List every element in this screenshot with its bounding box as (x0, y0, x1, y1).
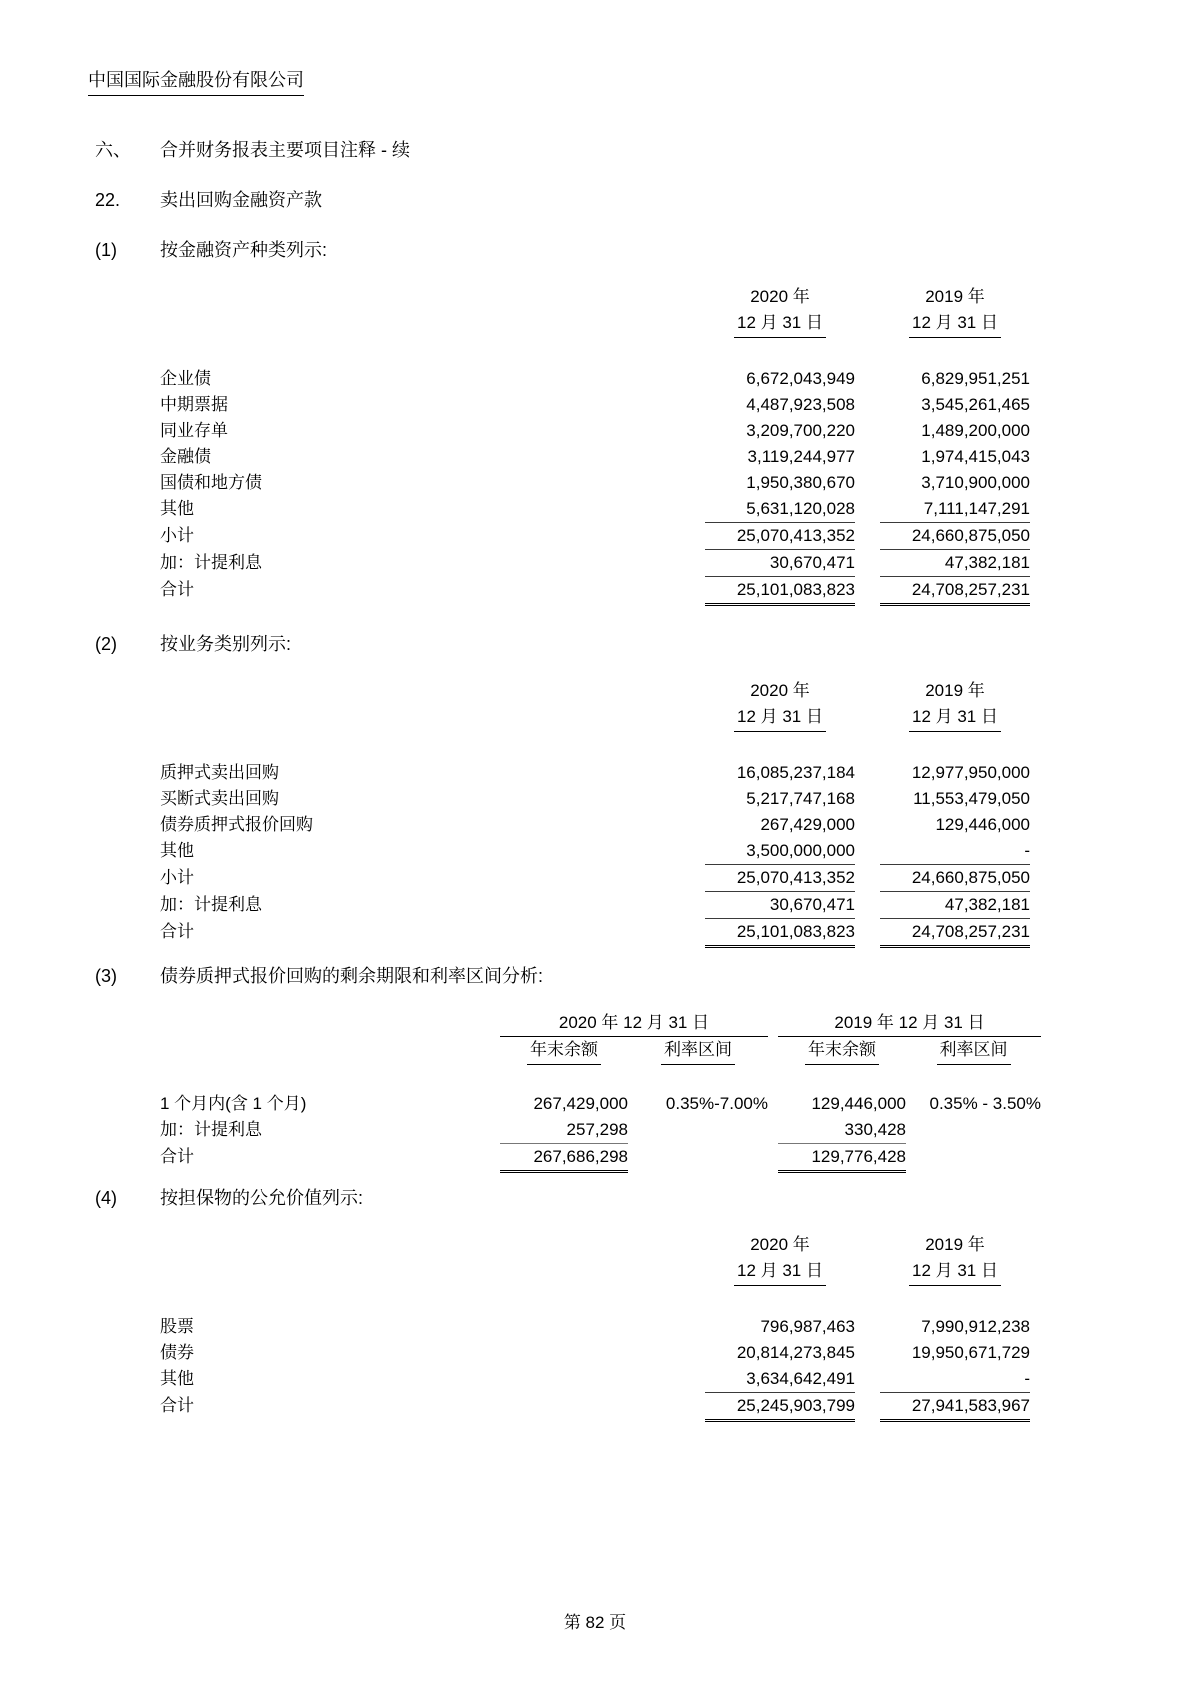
table-row-total (160, 1393, 1040, 1422)
amount-2019: 129,446,000 (935, 815, 1030, 834)
table-row-total (160, 919, 1040, 948)
table-row (160, 1091, 1046, 1117)
table-column-headers (160, 1232, 1040, 1286)
group-header-2019: 2019 年 12 月 31 日 (778, 1010, 1041, 1037)
note-heading (95, 190, 322, 210)
balance-2019: 330,428 (778, 1117, 906, 1144)
amount-2020: 30,670,471 (705, 550, 855, 577)
row-label: 其他 (160, 841, 194, 860)
rate-2019 (906, 1117, 1041, 1144)
amount-2020: 25,245,903,799 (705, 1393, 855, 1422)
amount-2019: 19,950,671,729 (911, 1343, 1030, 1362)
balance-2020: 257,298 (500, 1117, 628, 1144)
row-label: 合计 (160, 1396, 194, 1415)
amount-2020: 25,070,413,352 (705, 865, 855, 892)
amount-2019: 3,545,261,465 (921, 395, 1030, 414)
amount-2019: 12,977,950,000 (911, 763, 1030, 782)
amount-2019: 27,941,583,967 (880, 1393, 1030, 1422)
amount-2020: 796,987,463 (760, 1317, 855, 1336)
group-header-2020: 2020 年 12 月 31 日 (500, 1010, 768, 1037)
amount-2019: - (880, 1366, 1030, 1393)
column-header-2019: 2019 年 12 月 31 日 (880, 284, 1030, 338)
sub1-title: 按金融资产种类列示: (160, 240, 328, 260)
company-name: 中国国际金融股份有限公司 (88, 66, 304, 96)
amount-2020: 3,634,642,491 (705, 1366, 855, 1393)
amount-2020: 1,950,380,670 (746, 473, 855, 492)
row-label: 债券 (160, 1343, 194, 1362)
amount-2020: 16,085,237,184 (736, 763, 855, 782)
rate-2019: 0.35% - 3.50% (929, 1094, 1041, 1113)
column-header-2019: 2019 年 12 月 31 日 (880, 678, 1030, 732)
table-row-subtotal (160, 865, 1040, 892)
section-number: 六、 (95, 140, 131, 160)
amount-2020: 25,101,083,823 (705, 577, 855, 606)
row-label: 1 个月内(含 1 个月) (160, 1094, 307, 1113)
column-header-rate-2019: 利率区间 (906, 1037, 1041, 1065)
row-label: 小计 (160, 526, 194, 545)
row-label: 债券质押式报价回购 (160, 815, 313, 834)
column-header-balance-2020: 年末余额 (500, 1037, 628, 1065)
sub3-title: 债券质押式报价回购的剩余期限和利率区间分析: (160, 966, 543, 986)
sub3-number: (3) (95, 966, 117, 986)
sub4-number: (4) (95, 1188, 117, 1208)
row-label: 加：计提利息 (160, 895, 262, 914)
column-header-rate-2020: 利率区间 (628, 1037, 768, 1065)
note-number: 22. (95, 190, 121, 210)
rate-2020 (628, 1144, 768, 1173)
section-heading (95, 140, 410, 160)
amount-2019: - (880, 838, 1030, 865)
column-header-2019: 2019 年 12 月 31 日 (880, 1232, 1030, 1286)
sub1-number: (1) (95, 240, 117, 260)
amount-2019: 47,382,181 (880, 550, 1030, 577)
sub4-title: 按担保物的公允价值列示: (160, 1188, 363, 1208)
column-header-2020: 2020 年 12 月 31 日 (705, 284, 855, 338)
amount-2019: 7,111,147,291 (880, 496, 1030, 523)
sub3-heading (95, 966, 543, 986)
table-maturity-rate (160, 1010, 1046, 1173)
amount-2019: 24,660,875,050 (880, 523, 1030, 550)
amount-2020: 30,670,471 (705, 892, 855, 919)
sub4-heading (95, 1188, 363, 1208)
table-row (160, 418, 1040, 444)
table-row (160, 1366, 1040, 1393)
table-row-total (160, 577, 1040, 606)
amount-2020: 3,209,700,220 (746, 421, 855, 440)
row-label: 同业存单 (160, 421, 228, 440)
row-label: 加：计提利息 (160, 553, 262, 572)
row-label: 加：计提利息 (160, 1120, 262, 1139)
balance-2020: 267,429,000 (533, 1094, 628, 1113)
balance-2020: 267,686,298 (500, 1144, 628, 1173)
table-row (160, 496, 1040, 523)
row-label: 小计 (160, 868, 194, 887)
sub2-heading (95, 634, 291, 654)
table-by-asset-type (160, 284, 1040, 606)
table-row (160, 812, 1040, 838)
amount-2020: 4,487,923,508 (746, 395, 855, 414)
table-by-collateral (160, 1232, 1040, 1422)
row-label: 合计 (160, 922, 194, 941)
table-row-interest (160, 892, 1040, 919)
row-label: 国债和地方债 (160, 473, 262, 492)
amount-2020: 6,672,043,949 (746, 369, 855, 388)
amount-2020: 5,631,120,028 (705, 496, 855, 523)
table-row (160, 470, 1040, 496)
row-label: 合计 (160, 580, 194, 599)
amount-2020: 267,429,000 (760, 815, 855, 834)
amount-2020: 5,217,747,168 (746, 789, 855, 808)
table-row (160, 1314, 1040, 1340)
column-header-2020: 2020 年 12 月 31 日 (705, 678, 855, 732)
rate-2019 (906, 1144, 1041, 1173)
table-row (160, 1340, 1040, 1366)
column-header-balance-2019: 年末余额 (778, 1037, 906, 1065)
sub2-title: 按业务类别列示: (160, 634, 292, 654)
amount-2020: 20,814,273,845 (736, 1343, 855, 1362)
amount-2019: 24,708,257,231 (880, 577, 1030, 606)
table-group-headers (160, 1010, 1046, 1037)
amount-2019: 47,382,181 (880, 892, 1030, 919)
table-row (160, 760, 1040, 786)
row-label: 股票 (160, 1317, 194, 1336)
sub2-number: (2) (95, 634, 117, 654)
amount-2019: 11,553,479,050 (913, 789, 1030, 808)
table-row (160, 392, 1040, 418)
amount-2020: 25,101,083,823 (705, 919, 855, 948)
amount-2019: 24,660,875,050 (880, 865, 1030, 892)
amount-2020: 25,070,413,352 (705, 523, 855, 550)
amount-2019: 1,489,200,000 (921, 421, 1030, 440)
table-row (160, 444, 1040, 470)
row-label: 企业债 (160, 369, 211, 388)
row-label: 金融债 (160, 447, 211, 466)
table-row (160, 786, 1040, 812)
amount-2019: 7,990,912,238 (921, 1317, 1030, 1336)
section-title: 合并财务报表主要项目注释 - 续 (160, 140, 410, 160)
rate-2020 (628, 1117, 768, 1144)
table-row (160, 366, 1040, 392)
amount-2020: 3,119,244,977 (747, 447, 855, 466)
row-label: 其他 (160, 499, 194, 518)
page-number: 第 82 页 (563, 1613, 627, 1632)
amount-2019: 24,708,257,231 (880, 919, 1030, 948)
column-header-2020: 2020 年 12 月 31 日 (705, 1232, 855, 1286)
row-label: 合计 (160, 1147, 194, 1166)
row-label: 其他 (160, 1369, 194, 1388)
row-label: 买断式卖出回购 (160, 789, 279, 808)
table-row (160, 838, 1040, 865)
table-column-headers (160, 678, 1040, 732)
table-by-business-type (160, 678, 1040, 948)
table-row-interest (160, 550, 1040, 577)
table-row-interest (160, 1117, 1046, 1144)
note-title: 卖出回购金融资产款 (160, 190, 322, 210)
table-column-headers (160, 284, 1040, 338)
amount-2019: 6,829,951,251 (921, 369, 1030, 388)
balance-2019: 129,446,000 (811, 1094, 906, 1113)
sub1-heading (95, 240, 327, 260)
amount-2019: 3,710,900,000 (921, 473, 1030, 492)
table-row-total (160, 1144, 1046, 1173)
balance-2019: 129,776,428 (778, 1144, 906, 1173)
table-row-subtotal (160, 523, 1040, 550)
row-label: 中期票据 (160, 395, 228, 414)
table-sub-headers (160, 1037, 1046, 1065)
rate-2020: 0.35%-7.00% (665, 1094, 768, 1113)
amount-2019: 1,974,415,043 (921, 447, 1030, 466)
row-label: 质押式卖出回购 (160, 763, 279, 782)
amount-2020: 3,500,000,000 (705, 838, 855, 865)
